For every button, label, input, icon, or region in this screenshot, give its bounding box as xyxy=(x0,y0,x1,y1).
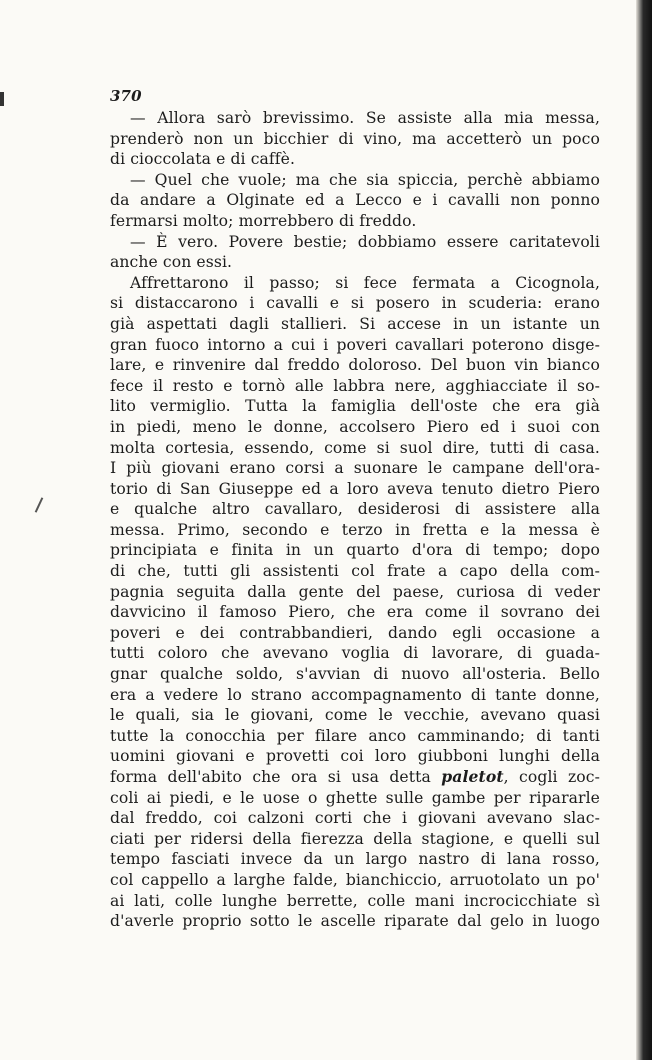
text-line: di che, tutti gli assistenti col frate a capo della com- xyxy=(110,562,600,581)
text-line: ciati per ridersi della fierezza della stagione, e quelli sul xyxy=(110,829,600,848)
text-line: poveri e dei contrabbandieri, dando egli occasione a xyxy=(110,623,600,642)
text-line: prenderò non un bicchier di vino, ma accetterò un poco xyxy=(110,129,600,148)
text-line: messa. Primo, secondo e terzo in fretta e la messa è xyxy=(110,520,600,539)
scan-mark xyxy=(0,92,4,106)
text-line: lare, e rinvenire dal freddo doloroso. Del buon vin bianco xyxy=(110,356,600,375)
text-line: Affrettarono il passo; si fece fermata a Cicognola, xyxy=(130,273,600,292)
text-line: fermarsi molto; morrebbero di freddo. xyxy=(110,211,417,230)
text-line: e qualche altro cavallaro, desiderosi di assistere alla xyxy=(110,500,600,519)
text-line: coli ai piedi, e le uose o ghette sulle gambe per ripararle xyxy=(110,788,600,807)
text-line: torio di San Giuseppe ed a loro aveva tenuto dietro Piero xyxy=(110,479,600,498)
text-line: pagnia seguita dalla gente del paese, curiosa di veder xyxy=(110,582,600,601)
text-line: ai lati, colle lunghe berrette, colle mani incrocicchiate sì xyxy=(110,891,600,910)
text-line: uomini giovani e provetti coi loro giubboni lunghi della xyxy=(110,747,600,766)
text-line: gran fuoco intorno a cui i poveri cavallari poterono disge- xyxy=(110,335,600,354)
text-line: da andare a Olginate ed a Lecco e i cavalli non ponno xyxy=(110,191,600,210)
page-number: 370 xyxy=(110,87,142,105)
text-line: tutti coloro che avevano voglia di lavorare, di guada- xyxy=(110,644,600,663)
text-line: già aspettati dagli stallieri. Si accese in un istante un xyxy=(110,314,600,333)
text-line: — Quel che vuole; ma che sia spiccia, perchè abbiamo xyxy=(130,170,600,189)
text-line: forma dell'abito che ora si usa detta paletot, cogli zoc- xyxy=(110,767,600,786)
text-line: lito vermiglio. Tutta la famiglia dell'oste che era già xyxy=(110,397,600,416)
text-line: fece il resto e tornò alle labbra nere, agghiacciate il so- xyxy=(110,376,600,395)
text-line: era a vedere lo strano accompagnamento di tante donne, xyxy=(110,685,600,704)
text-line: le quali, sia le giovani, come le vecchie, avevano quasi xyxy=(110,706,600,725)
text-line: anche con essi. xyxy=(110,253,233,272)
text-line: I più giovani erano corsi a suonare le campane dell'ora- xyxy=(110,459,600,478)
text-line: tutte la conocchia per filare anco camminando; di tanti xyxy=(110,726,600,745)
text-line: — È vero. Povere bestie; dobbiamo essere caritatevoli xyxy=(130,232,600,251)
text-lines xyxy=(110,108,600,932)
text-line: col cappello a larghe falde, bianchiccio, arruotolato un po' xyxy=(110,870,600,889)
text-line: principiata e finita in un quarto d'ora di tempo; dopo xyxy=(110,541,600,560)
text-line: si distaccarono i cavalli e si posero in scuderia: erano xyxy=(110,294,600,313)
text-line: dal freddo, coi calzoni corti che i giovani avevano slac- xyxy=(110,809,600,828)
page-binding-edge xyxy=(636,0,652,1060)
text-line: di cioccolata e di caffè. xyxy=(110,150,296,169)
text-line: — Allora sarò brevissimo. Se assiste alla mia messa, xyxy=(130,109,600,127)
text-line: d'averle proprio sotto le ascelle riparate dal gelo in luogo xyxy=(110,912,600,931)
text-line: gnar qualche soldo, s'avvian di nuovo all'osteria. Bello xyxy=(110,665,600,684)
page-text xyxy=(110,86,600,932)
text-line: in piedi, meno le donne, accolsero Piero ed i suoi con xyxy=(110,417,600,436)
text-line: molta cortesia, essendo, come si suol dire, tutti di casa. xyxy=(110,438,600,457)
text-line: tempo fasciati invece da un largo nastro di lana rosso, xyxy=(110,850,600,869)
text-line: davvicino il famoso Piero, che era come il sovrano dei xyxy=(110,603,600,622)
margin-mark xyxy=(35,497,44,512)
italic-word: paletot xyxy=(441,767,504,786)
